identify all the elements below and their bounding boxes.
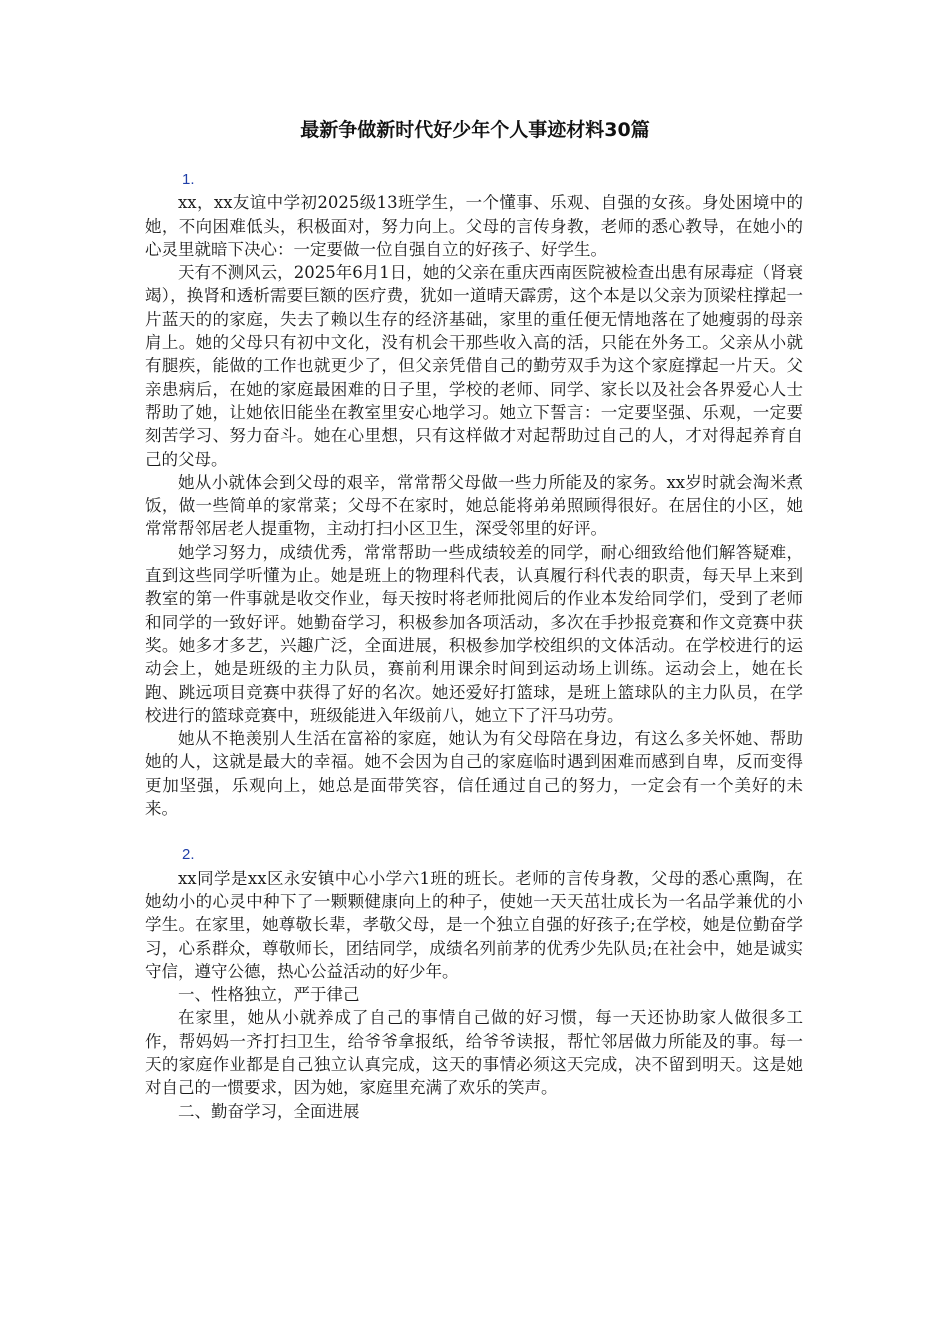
subheading: 一、性格独立，严于律己 bbox=[178, 985, 360, 1005]
paragraph: 她从小就体会到父母的艰辛，常常帮父母做一些力所能及的家务。xx岁时就会淘米煮饭，做一些简单的家常菜；父母不在家时，她总能将弟弟照顾得很好。在居住的小区，她常常帮邻居老人提重物，主动打扫小区卫生，深受邻里的好评。 bbox=[145, 472, 803, 539]
document-body bbox=[145, 168, 803, 1123]
paragraph: 天有不测风云，2025年6月1日，她的父亲在重庆西南医院被检查出患有尿毒症（肾衰竭），换肾和透析需要巨额的医疗费，犹如一道晴天霹雳，这个本是以父亲为顶梁柱撑起一片蓝天的的家庭，失去了赖以生存的经济基础，家里的重任便无情地落在了她瘦弱的母亲肩上。她的父母只有初中文化，没有机会干那些收入高的活，只能在外务工。父亲从小就有腿疾，能做的工作也就更少了，但父亲凭借自己的勤劳双手为这个家庭撑起一片天。父亲患病后，在她的家庭最困难的日子里，学校的老师、同学、家长以及社会各界爱心人士帮助了她，让她依旧能坐在教室里安心地学习。她立下誓言：一定要坚强、乐观，一定要刻苦学习、努力奋斗。她在心里想，只有这样做才对起帮助过自己的人，才对得起养育自己的父母。 bbox=[145, 263, 803, 469]
document-title: 最新争做新时代好少年个人事迹材料30篇 bbox=[300, 119, 650, 141]
section-spacer bbox=[145, 820, 803, 843]
paragraph: xx，xx友谊中学初2025级13班学生，一个懂事、乐观、自强的女孩。身处困境中的她，不向困难低头，积极面对，努力向上。父母的言传身教，老师的悉心教导，在她小的心灵里就暗下决心：一定要做一位自强自立的好孩子、好学生。 bbox=[145, 193, 803, 259]
section-number: 2. bbox=[182, 846, 195, 864]
paragraph: 在家里，她从小就养成了自己的事情自己做的好习惯，每一天还协助家人做很多工作，帮妈妈一齐打扫卫生，给爷爷拿报纸，给爷爷读报，帮忙邻居做力所能及的事。每一天的家庭作业都是自己独立认真完成，这天的事情必须这天完成，决不留到明天。这是她对自己的一惯要求，因为她，家庭里充满了欢乐的笑声。 bbox=[145, 1008, 803, 1098]
paragraph: 她从不艳羡别人生活在富裕的家庭，她认为有父母陪在身边，有这么多关怀她、帮助她的人，这就是最大的幸福。她不会因为自己的家庭临时遇到困难而感到自卑，反而变得更加坚强，乐观向上，她总是面带笑容，信任通过自己的努力，一定会有一个美好的未来。 bbox=[145, 729, 803, 819]
subheading: 二、勤奋学习，全面进展 bbox=[178, 1101, 360, 1121]
paragraph: xx同学是xx区永安镇中心小学六1班的班长。老师的言传身教，父母的悉心熏陶，在她幼小的心灵中种下了一颗颗健康向上的种子，使她一天天茁壮成长为一名品学兼优的小学生。在家里，她尊敬长辈，孝敬父母，是一个独立自强的好孩子;在学校，她是位勤奋学习，心系群众，尊敬师长，团结同学，成绩名列前茅的优秀少先队员;在社会中，她是诚实守信，遵守公德，热心公益活动的好少年。 bbox=[145, 868, 803, 981]
paragraph: 她学习努力，成绩优秀，常常帮助一些成绩较差的同学，耐心细致给他们解答疑难，直到这些同学听懂为止。她是班上的物理科代表，认真履行科代表的职责，每天早上来到教室的第一件事就是收交作业，每天按时将老师批阅后的作业本发给同学们，受到了老师和同学的一致好评。她勤奋学习，积极参加各项活动，多次在手抄报竞赛和作文竞赛中获奖。她多才多艺，兴趣广泛，全面进展，积极参加学校组织的文体活动。在学校进行的运动会上，她是班级的主力队员，赛前利用课余时间到运动场上训练。运动会上，她在长跑、跳远项目竞赛中获得了好的名次。她还爱好打篮球，是班上篮球队的主力队员，在学校进行的篮球竞赛中，班级能进入年级前八，她立下了汗马功劳。 bbox=[145, 542, 803, 725]
section-number: 1. bbox=[182, 171, 195, 188]
